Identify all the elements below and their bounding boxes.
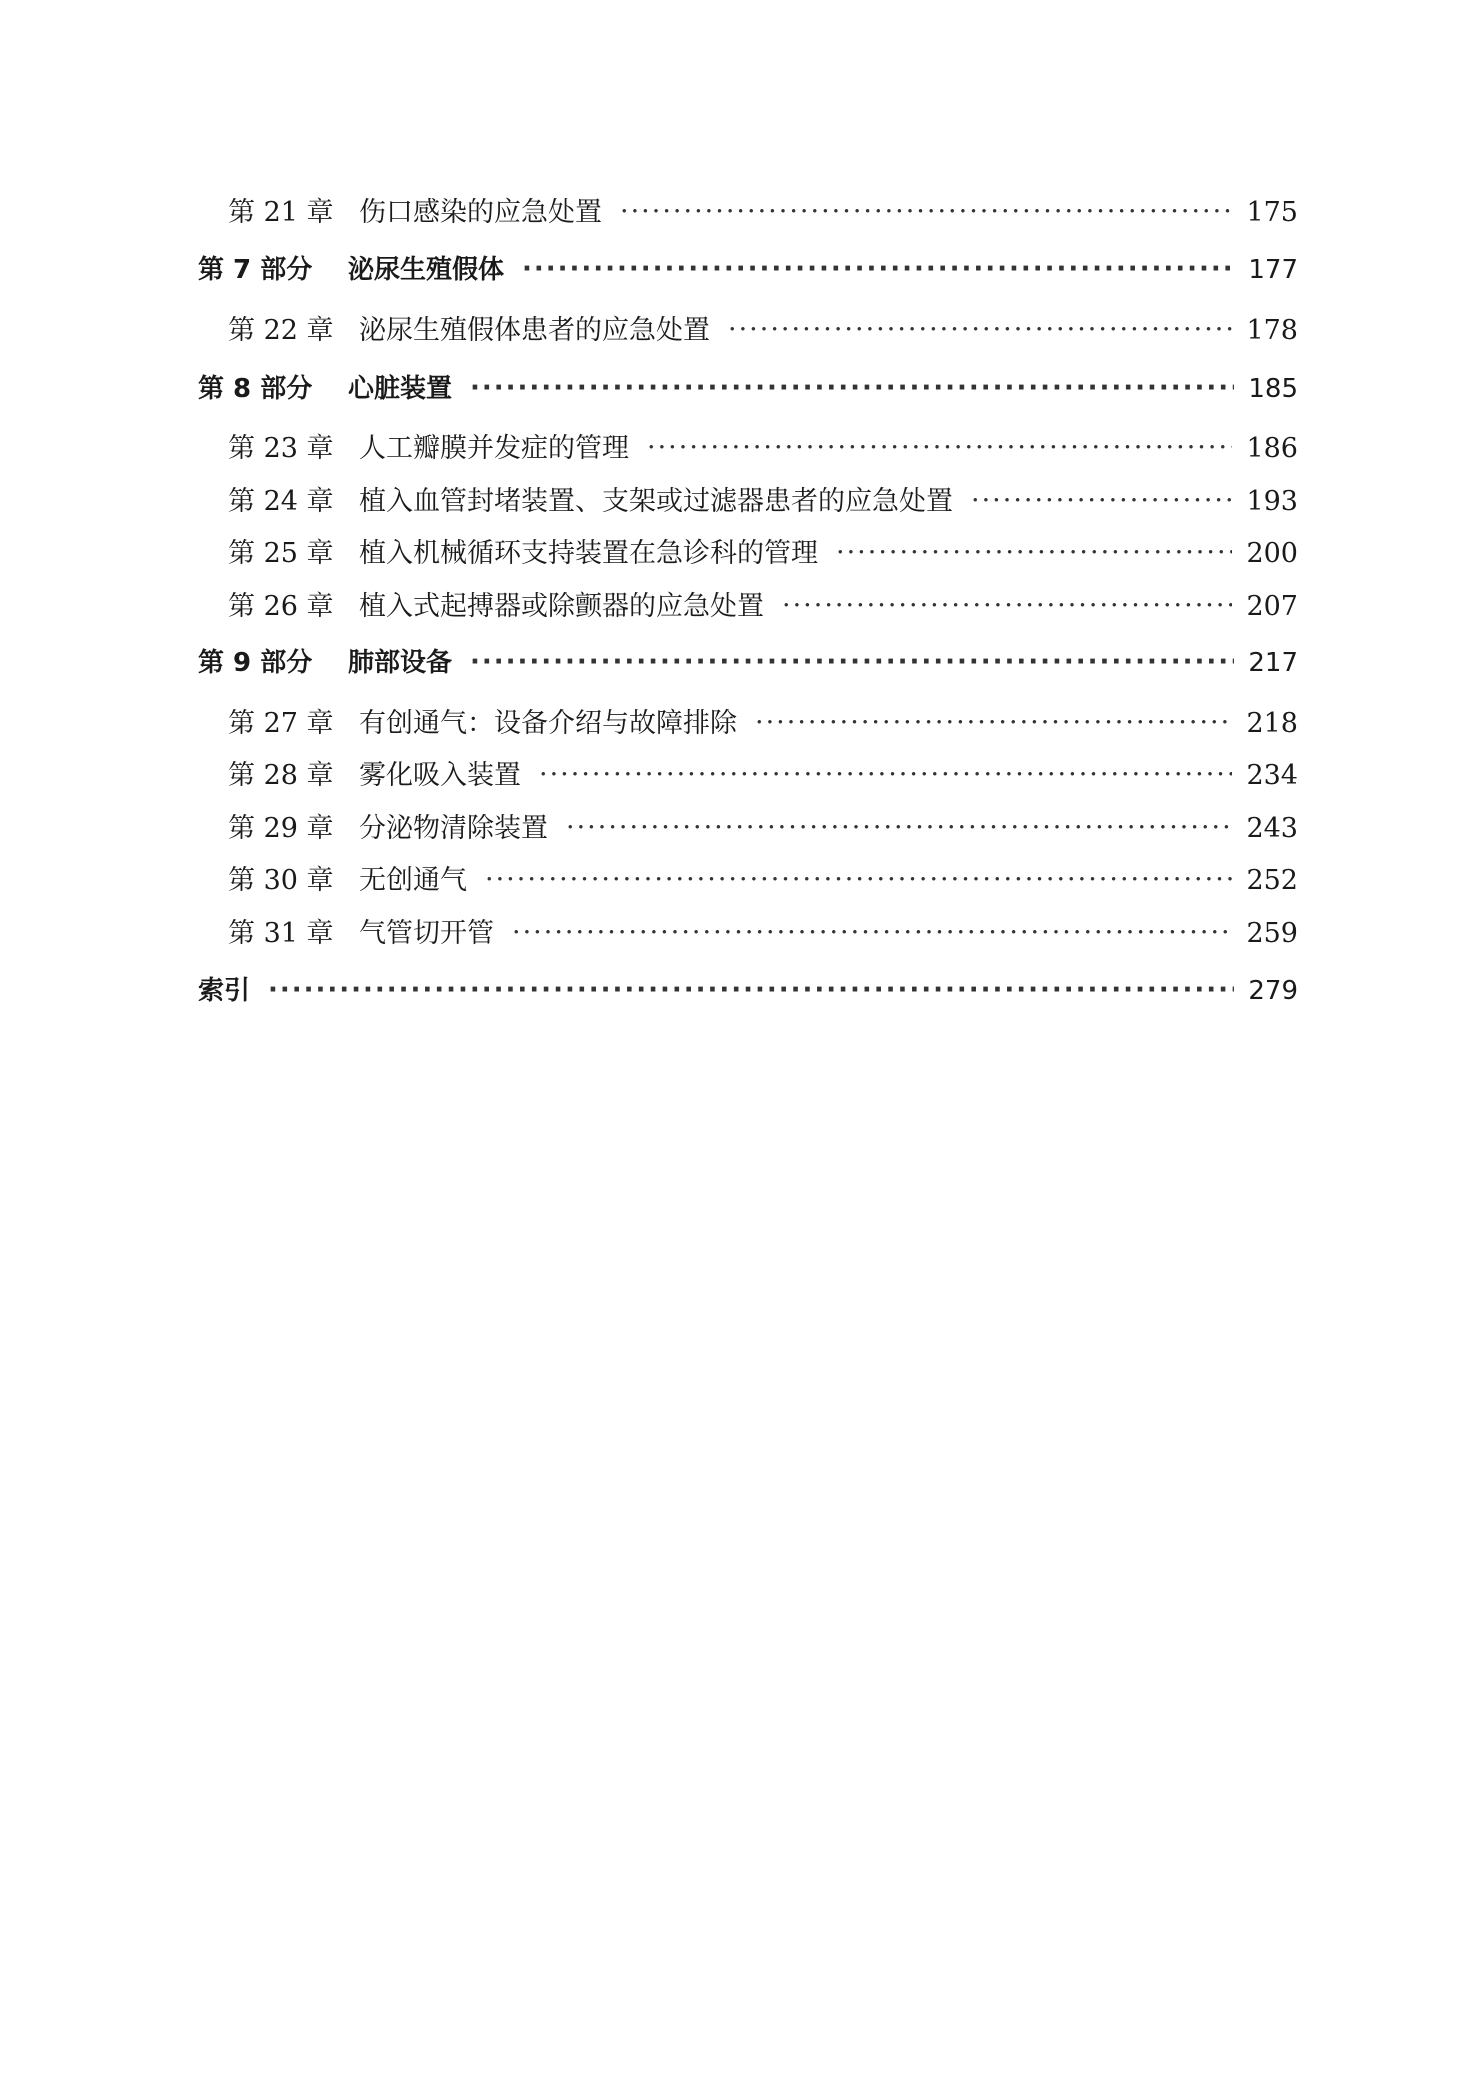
part-number: 第 8 部分 (198, 374, 313, 404)
chapter-title: 植入机械循环支持装置在急诊科的管理 (359, 538, 818, 569)
entry-label (228, 479, 953, 518)
toc-entry-chapter-29[interactable] (198, 806, 1298, 858)
page-number: 252 (1246, 865, 1298, 896)
toc-entry-chapter-22[interactable] (198, 308, 1298, 368)
page-number: 177 (1248, 255, 1298, 285)
entry-label (228, 806, 548, 845)
toc-entry-chapter-25[interactable] (198, 531, 1298, 584)
chapter-title: 雾化吸入装置 (359, 760, 521, 791)
chapter-number: 第 30 章 (228, 865, 334, 896)
entry-label (228, 426, 629, 465)
page-number: 218 (1246, 708, 1298, 739)
dot-leader (782, 590, 1232, 621)
dot-leader (539, 759, 1232, 790)
dot-leader (566, 812, 1232, 843)
chapter-number: 第 21 章 (228, 197, 334, 228)
chapter-number: 第 22 章 (228, 315, 334, 346)
page-number: 259 (1246, 918, 1298, 949)
toc-entry-chapter-27[interactable] (198, 701, 1298, 753)
part-number: 第 9 部分 (198, 648, 313, 678)
page-number: 186 (1246, 433, 1298, 464)
entry-label (198, 970, 250, 1007)
entry-label (198, 368, 452, 405)
chapter-title: 无创通气 (359, 865, 467, 896)
dot-leader (755, 707, 1232, 738)
chapter-title: 气管切开管 (359, 918, 494, 949)
page-number: 178 (1246, 315, 1298, 346)
table-of-contents (198, 190, 1298, 1020)
part-title: 肺部设备 (348, 648, 453, 678)
entry-label (228, 308, 710, 347)
toc-entry-chapter-26[interactable] (198, 584, 1298, 642)
chapter-title: 伤口感染的应急处置 (359, 197, 602, 228)
page-number: 200 (1246, 538, 1298, 569)
index-title: 索引 (198, 976, 251, 1006)
page-number: 234 (1246, 760, 1298, 791)
toc-entry-index[interactable] (198, 970, 1298, 1020)
entry-label (228, 911, 494, 950)
chapter-number: 第 25 章 (228, 538, 334, 569)
dot-leader (470, 373, 1234, 403)
page-number: 207 (1246, 591, 1298, 622)
page-number: 193 (1246, 486, 1298, 517)
dot-leader (971, 485, 1232, 516)
dot-leader (522, 254, 1234, 284)
entry-label (198, 642, 452, 679)
toc-entry-chapter-21[interactable] (198, 190, 1298, 249)
toc-entry-chapter-28[interactable] (198, 753, 1298, 806)
dot-leader (485, 864, 1232, 895)
page-number: 243 (1246, 813, 1298, 844)
toc-entry-chapter-24[interactable] (198, 479, 1298, 531)
dot-leader (728, 314, 1232, 345)
dot-leader (268, 975, 1234, 1005)
chapter-number: 第 26 章 (228, 591, 334, 622)
chapter-number: 第 31 章 (228, 918, 334, 949)
page-number: 279 (1248, 976, 1298, 1006)
part-title: 心脏装置 (348, 374, 453, 404)
chapter-number: 第 23 章 (228, 433, 334, 464)
toc-entry-chapter-23[interactable] (198, 426, 1298, 479)
dot-leader (620, 196, 1232, 227)
part-number: 第 7 部分 (198, 255, 313, 285)
toc-entry-chapter-30[interactable] (198, 858, 1298, 911)
entry-label (228, 753, 521, 792)
chapter-number: 第 27 章 (228, 708, 334, 739)
chapter-number: 第 29 章 (228, 813, 334, 844)
part-title: 泌尿生殖假体 (348, 255, 505, 285)
chapter-title: 人工瓣膜并发症的管理 (359, 433, 629, 464)
entry-label (228, 701, 737, 740)
chapter-title: 植入血管封堵装置、支架或过滤器患者的应急处置 (359, 486, 953, 517)
toc-entry-part-8[interactable] (198, 368, 1298, 426)
chapter-title: 分泌物清除装置 (359, 813, 548, 844)
page-number: 175 (1246, 197, 1298, 228)
toc-entry-part-9[interactable] (198, 642, 1298, 701)
entry-label (228, 858, 467, 897)
page-number: 185 (1248, 374, 1298, 404)
dot-leader (512, 917, 1232, 948)
entry-label (228, 190, 602, 229)
toc-entry-part-7[interactable] (198, 249, 1298, 308)
entry-label (198, 249, 504, 286)
dot-leader (647, 432, 1232, 463)
chapter-title: 有创通气：设备介绍与故障排除 (359, 708, 737, 739)
entry-label (228, 531, 818, 570)
entry-label (228, 584, 764, 623)
page-number: 217 (1248, 648, 1298, 678)
chapter-number: 第 24 章 (228, 486, 334, 517)
toc-entry-chapter-31[interactable] (198, 911, 1298, 970)
chapter-title: 植入式起搏器或除颤器的应急处置 (359, 591, 764, 622)
chapter-number: 第 28 章 (228, 760, 334, 791)
chapter-title: 泌尿生殖假体患者的应急处置 (359, 315, 710, 346)
dot-leader (836, 537, 1232, 568)
dot-leader (470, 647, 1234, 677)
